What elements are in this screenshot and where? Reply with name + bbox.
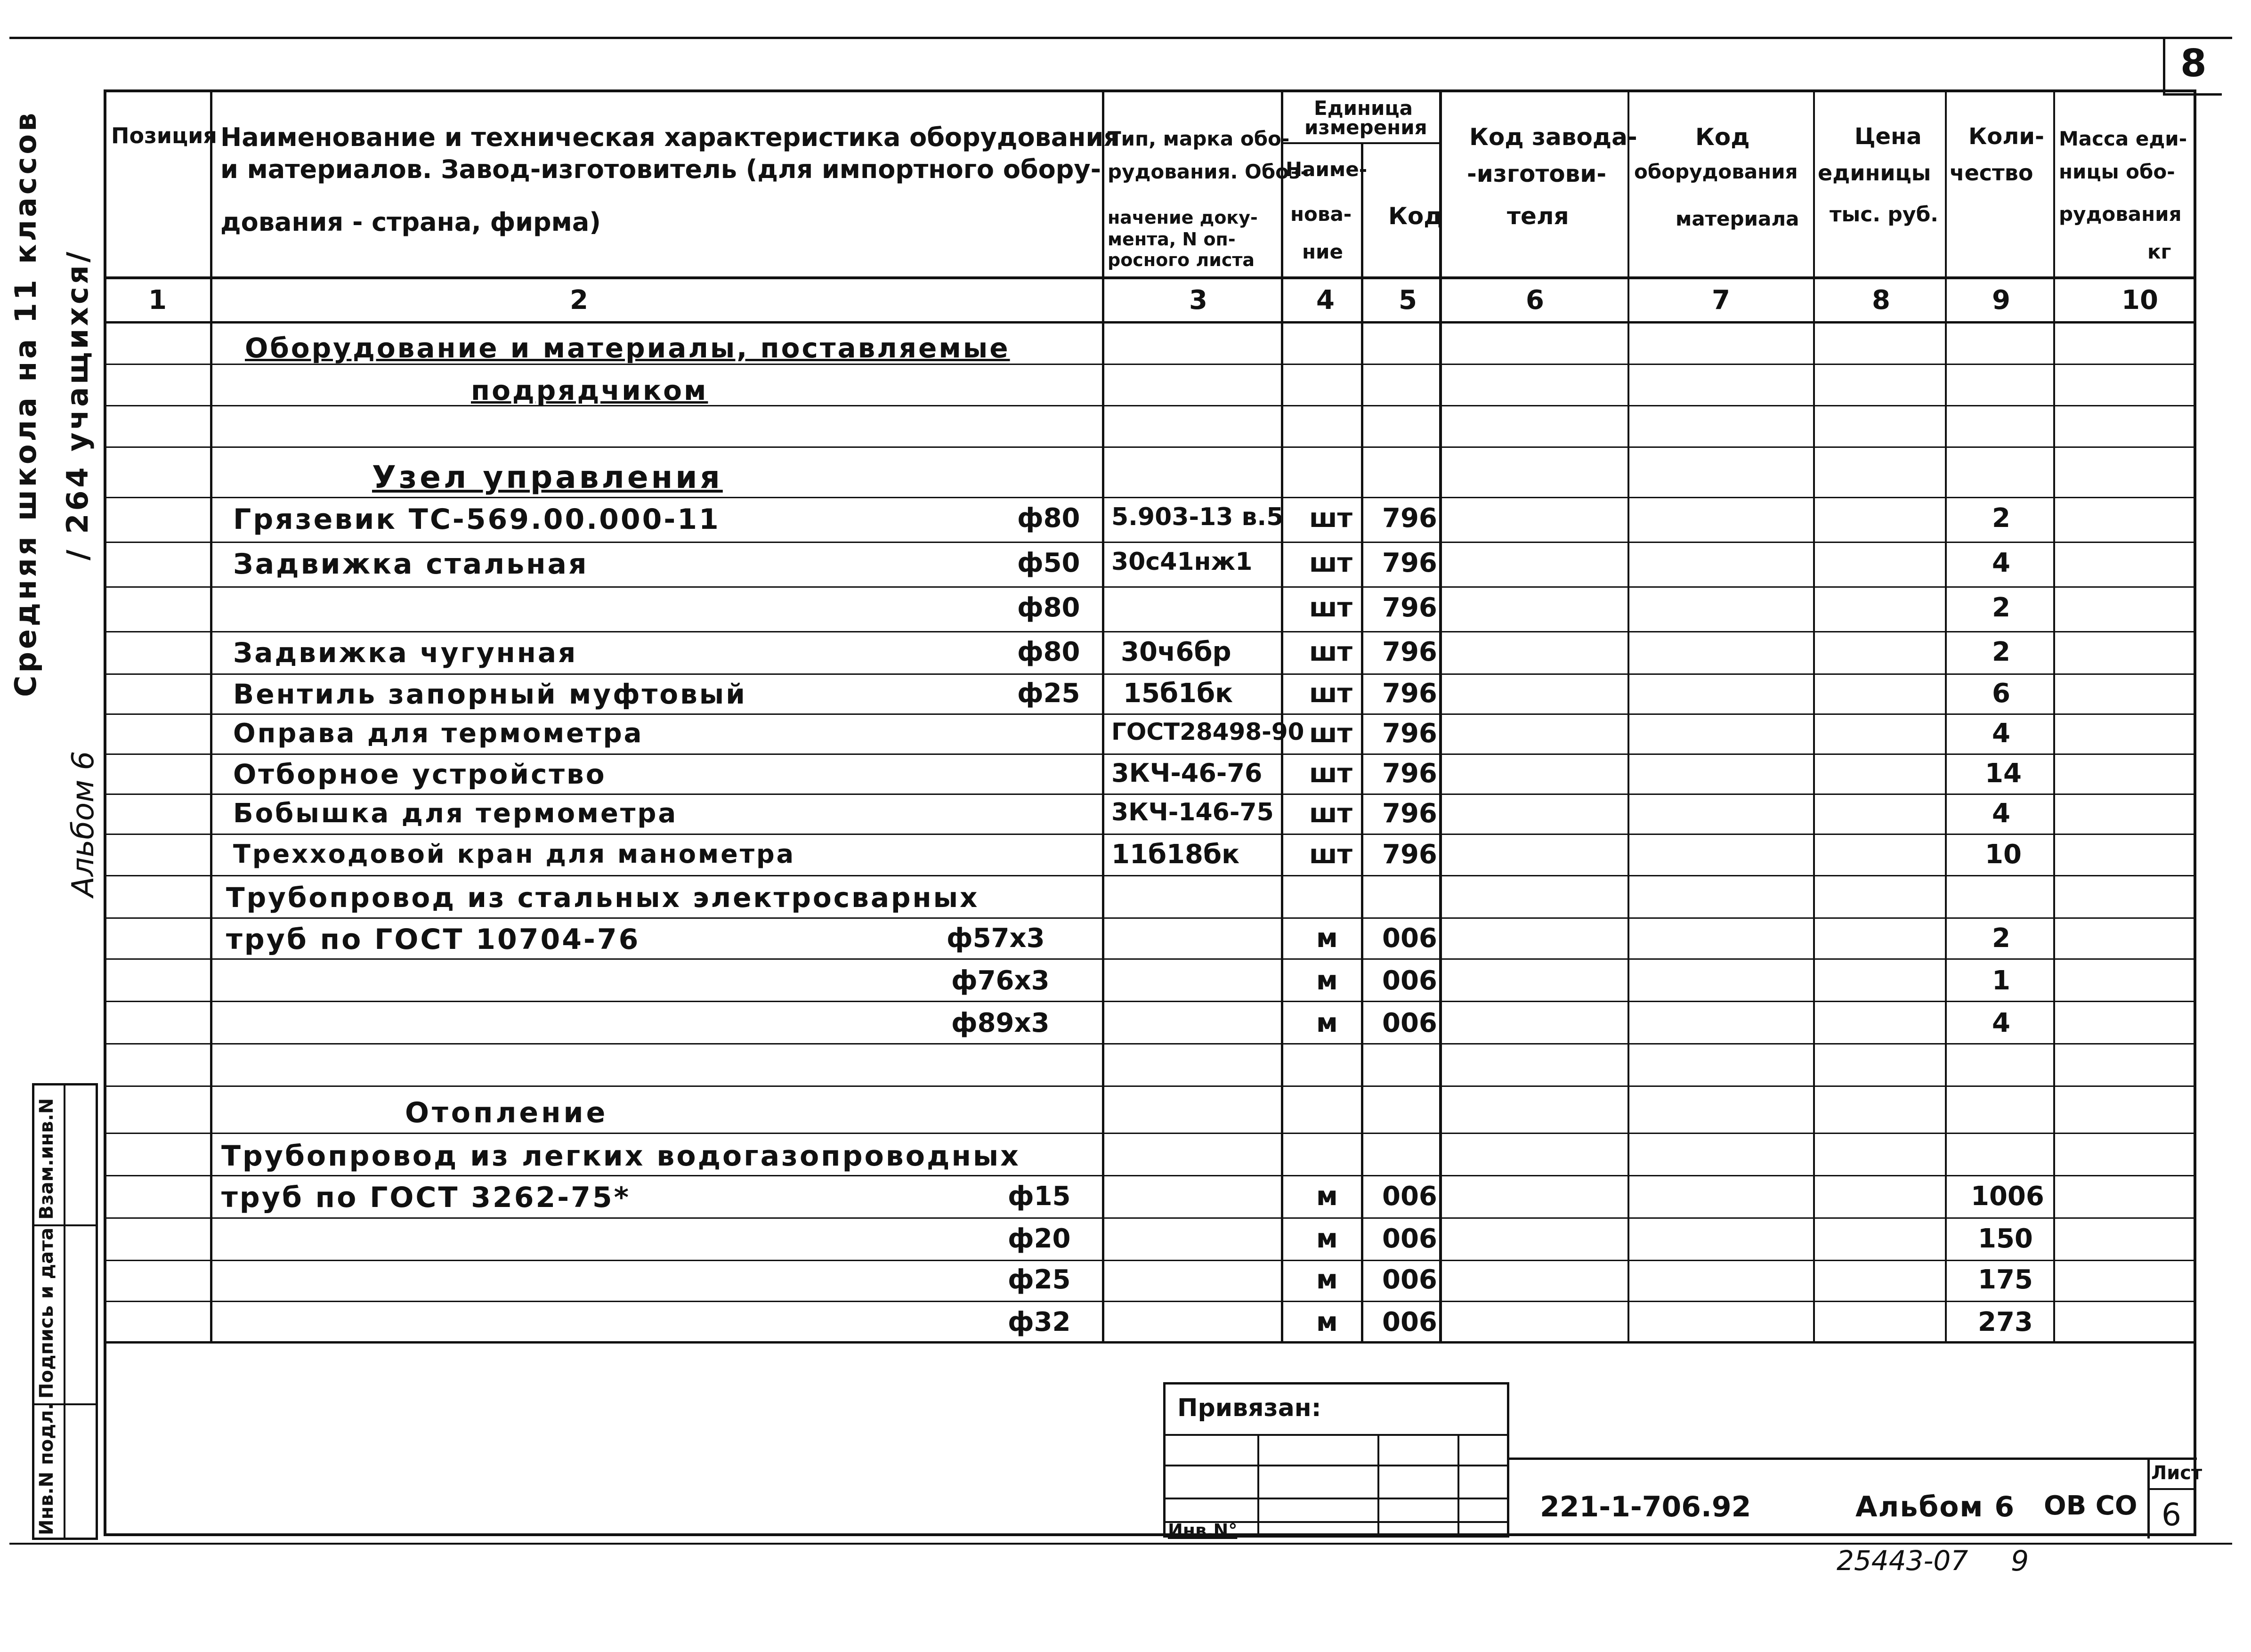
row-diameter: ф50 [1017,548,1080,578]
row-qty: 150 [1978,1223,2033,1254]
row-name: Оборудование и материалы, поставляемые [245,332,1010,364]
row-qty: 6 [1992,678,2010,709]
row-unit: шт [1309,758,1352,789]
row-unit-code: 796 [1382,678,1437,709]
bottom-page-number: 9 [2011,1545,2029,1578]
row-name: Оправа для термометра [233,718,644,749]
row-rule [104,1133,2196,1134]
colnum-10: 10 [2121,285,2158,316]
row-name: Задвижка стальная [233,548,589,581]
row-name: Трубопровод из легких водогазопроводных [221,1140,1020,1173]
row-diameter: ф25 [1017,678,1080,709]
colnum-5: 5 [1399,285,1417,316]
row-diameter: ф32 [1008,1307,1071,1337]
colnum-1: 1 [148,285,167,316]
row-rule [104,958,2196,960]
header-type-line5: росного листа [1108,250,1255,270]
colnum-bottom-rule [104,321,2196,324]
row-unit-code: 796 [1382,839,1437,870]
row-unit: м [1316,1264,1338,1295]
row-unit-code: 796 [1382,758,1437,789]
row-qty: 2 [1992,923,2010,954]
row-type: 5.903-13 в.5 [1111,503,1284,531]
row-type: 11б18бк [1111,839,1240,870]
row-rule [104,1341,2196,1344]
album-label: Альбом 6 [1855,1490,2016,1523]
row-rule [104,542,2196,543]
header-qty-1: Коли- [1968,123,2044,150]
col-rule [1361,142,1363,1343]
header-price-2: единицы [1818,160,1931,186]
row-unit-code: 796 [1382,637,1437,667]
row-rule [104,794,2196,795]
side-album: Альбом 6 [66,751,101,897]
row-rule [104,1301,2196,1302]
row-unit-code: 006 [1382,965,1437,996]
row-type: 15б1бк [1123,678,1233,709]
row-unit-code: 006 [1382,1307,1437,1337]
header-factory-3: теля [1507,202,1569,230]
row-unit: м [1316,965,1338,996]
row-diameter: ф76х3 [951,965,1050,996]
list-label: Лист [2151,1462,2202,1484]
bottom-registration-number: 25443-07 [1837,1545,1968,1577]
row-type: 30с41нж1 [1111,548,1253,576]
header-equipcode-1: Код [1695,123,1750,151]
row-qty: 2 [1992,592,2010,623]
row-unit-code: 796 [1382,718,1437,749]
row-diameter: ф89х3 [951,1008,1050,1038]
colnum-3: 3 [1189,285,1207,316]
row-diameter: ф80 [1017,592,1080,623]
header-units-top1: Единица [1314,97,1413,120]
row-unit: м [1316,1181,1338,1212]
row-rule [104,497,2196,498]
row-name: Задвижка чугунная [233,637,578,669]
row-name: труб по ГОСТ 10704-76 [226,923,640,956]
header-mass-4: кг [2147,240,2171,263]
header-units-top2: измерения [1304,116,1427,139]
header-mass-3: рудования [2059,202,2182,226]
row-rule [104,834,2196,835]
row-qty: 273 [1978,1307,2033,1337]
col-rule [1945,89,1947,1343]
row-rule [104,1085,2196,1087]
header-unitname-1: Наиме- [1286,158,1368,181]
header-factory-1: Код завода- [1469,123,1637,151]
row-qty: 4 [1992,1008,2010,1038]
row-diameter: ф25 [1008,1264,1071,1295]
row-unit-code: 796 [1382,548,1437,578]
row-unit: шт [1309,637,1352,667]
row-name: труб по ГОСТ 3262-75* [221,1181,631,1214]
stamp-replace-inv: Взам.инв.N [36,1098,57,1220]
col-rule [1813,89,1815,1343]
row-unit-code: 006 [1382,1264,1437,1295]
row-diameter: ф80 [1017,637,1080,667]
row-name: Трубопровод из стальных электросварных [226,882,980,914]
inv-no-label: Инв.N° [1168,1520,1238,1541]
header-equipcode-3: материала [1676,207,1799,230]
header-type-line2: рудования. Обоз- [1108,160,1309,183]
row-unit: м [1316,923,1338,954]
col-rule [2053,89,2055,1343]
header-mass-1: Масса еди- [2059,127,2187,150]
row-qty: 1 [1992,965,2010,996]
sheet-number: 8 [2180,41,2207,85]
row-unit: м [1316,1223,1338,1254]
colnum-8: 8 [1872,285,1890,316]
row-unit-code: 006 [1382,1008,1437,1038]
row-name: Грязевик ТС-569.00.000-11 [233,503,721,536]
header-qty-2: чество [1950,160,2033,186]
header-price-3: тыс. руб. [1830,202,1939,227]
row-unit: шт [1309,503,1352,534]
header-factory-2: -изготови- [1467,160,1607,187]
units-divider [1281,142,1439,144]
row-rule [104,631,2196,632]
colnum-7: 7 [1712,285,1730,316]
section-label: ОВ СО [2044,1490,2138,1521]
row-type: 3КЧ-146-75 [1111,798,1274,826]
row-name: Трехходовой кран для манометра [233,839,796,869]
col-rule [1102,89,1104,1343]
header-unitname-2: нова- [1290,202,1352,226]
stamp-inv-original: Инв.N подл. [36,1403,57,1535]
row-unit-code: 796 [1382,798,1437,829]
list-number: 6 [2162,1497,2181,1533]
privyazan-vrule [1457,1434,1459,1538]
row-qty: 4 [1992,798,2010,829]
left-stamp-divider [64,1083,65,1540]
row-name: Узел управления [372,459,723,495]
header-equipcode-2: оборудования [1634,160,1798,183]
row-unit: шт [1309,592,1352,623]
document-code: 221-1-706.92 [1540,1490,1751,1523]
row-qty: 4 [1992,548,2010,578]
row-unit-code: 006 [1382,1181,1437,1212]
list-box-rule [2147,1488,2196,1490]
row-diameter: ф15 [1008,1181,1071,1212]
row-rule [104,1260,2196,1261]
header-bottom-rule [104,276,2196,279]
header-price-1: Цена [1854,123,1922,150]
row-unit-code: 006 [1382,923,1437,954]
colnum-2: 2 [570,285,588,316]
row-rule [104,673,2196,675]
header-unitname-3: ние [1302,240,1343,263]
row-name: Отопление [405,1096,608,1129]
row-type: 3КЧ-46-76 [1111,758,1263,788]
row-qty: 1006 [1971,1181,2044,1212]
row-unit: шт [1309,839,1352,870]
header-name-line3: дования - страна, фирма) [220,207,601,237]
colnum-9: 9 [1992,285,2010,316]
row-name: подрядчиком [471,374,708,406]
left-stamp-rule [32,1224,98,1226]
row-unit: шт [1309,798,1352,829]
row-qty: 2 [1992,637,2010,667]
row-qty: 10 [1985,839,2022,870]
side-title-line2: / 264 учащихся/ [60,249,95,560]
row-unit: м [1316,1307,1338,1337]
col-rule [210,89,212,1343]
row-rule [104,875,2196,876]
header-position: Позиция [111,123,217,148]
privyazan-label: Привязан: [1177,1394,1321,1422]
side-title-line1: Средняя школа на 11 классов [8,110,43,697]
row-unit: шт [1309,548,1352,578]
header-type-line4: мента, N оп- [1108,229,1236,250]
frame-top [9,37,2232,39]
header-unitcode: Код [1388,202,1443,230]
row-rule [104,446,2196,448]
row-name: Вентиль запорный муфтовый [233,678,747,710]
row-unit-code: 796 [1382,592,1437,623]
row-qty: 4 [1992,718,2010,749]
row-unit: шт [1309,718,1352,749]
colnum-4: 4 [1316,285,1335,316]
header-type-line3: начение доку- [1108,207,1258,228]
colnum-6: 6 [1526,285,1544,316]
row-qty: 175 [1978,1264,2033,1295]
row-rule [104,1217,2196,1219]
row-rule [104,586,2196,588]
row-type: 30ч6бр [1121,637,1231,667]
row-unit: шт [1309,678,1352,709]
col-rule [1628,89,1629,1343]
privyazan-vrule [1377,1434,1379,1538]
title-strip-rule [1509,1458,2197,1460]
row-diameter: ф57х3 [947,923,1045,954]
row-qty: 14 [1985,758,2022,789]
row-rule [104,753,2196,755]
col-rule [1439,89,1442,1343]
row-name: Отборное устройство [233,758,607,790]
row-rule [104,713,2196,715]
row-unit: м [1316,1008,1338,1038]
header-mass-2: ницы обо- [2059,160,2175,183]
row-rule [104,917,2196,919]
row-qty: 2 [1992,503,2010,534]
row-name: Бобышка для термометра [233,798,678,829]
header-type-line1: Тип, марка обо- [1108,127,1290,150]
header-name-line2: и материалов. Завод-изготовитель (для импортного обору- [220,154,1101,184]
stamp-signature-date: Подпись и дата [36,1227,57,1399]
col-rule [1281,89,1283,1343]
privyazan-vrule [1257,1434,1259,1538]
row-unit-code: 006 [1382,1223,1437,1254]
row-type: ГОСТ28498-90 [1111,718,1304,745]
row-rule [104,1175,2196,1176]
row-rule [104,405,2196,406]
row-rule [104,1001,2196,1002]
row-diameter: ф20 [1008,1223,1071,1254]
row-diameter: ф80 [1017,503,1080,534]
row-rule [104,1043,2196,1045]
header-name-line1: Наименование и техническая характеристика оборудования [220,122,1120,152]
row-unit-code: 796 [1382,503,1437,534]
